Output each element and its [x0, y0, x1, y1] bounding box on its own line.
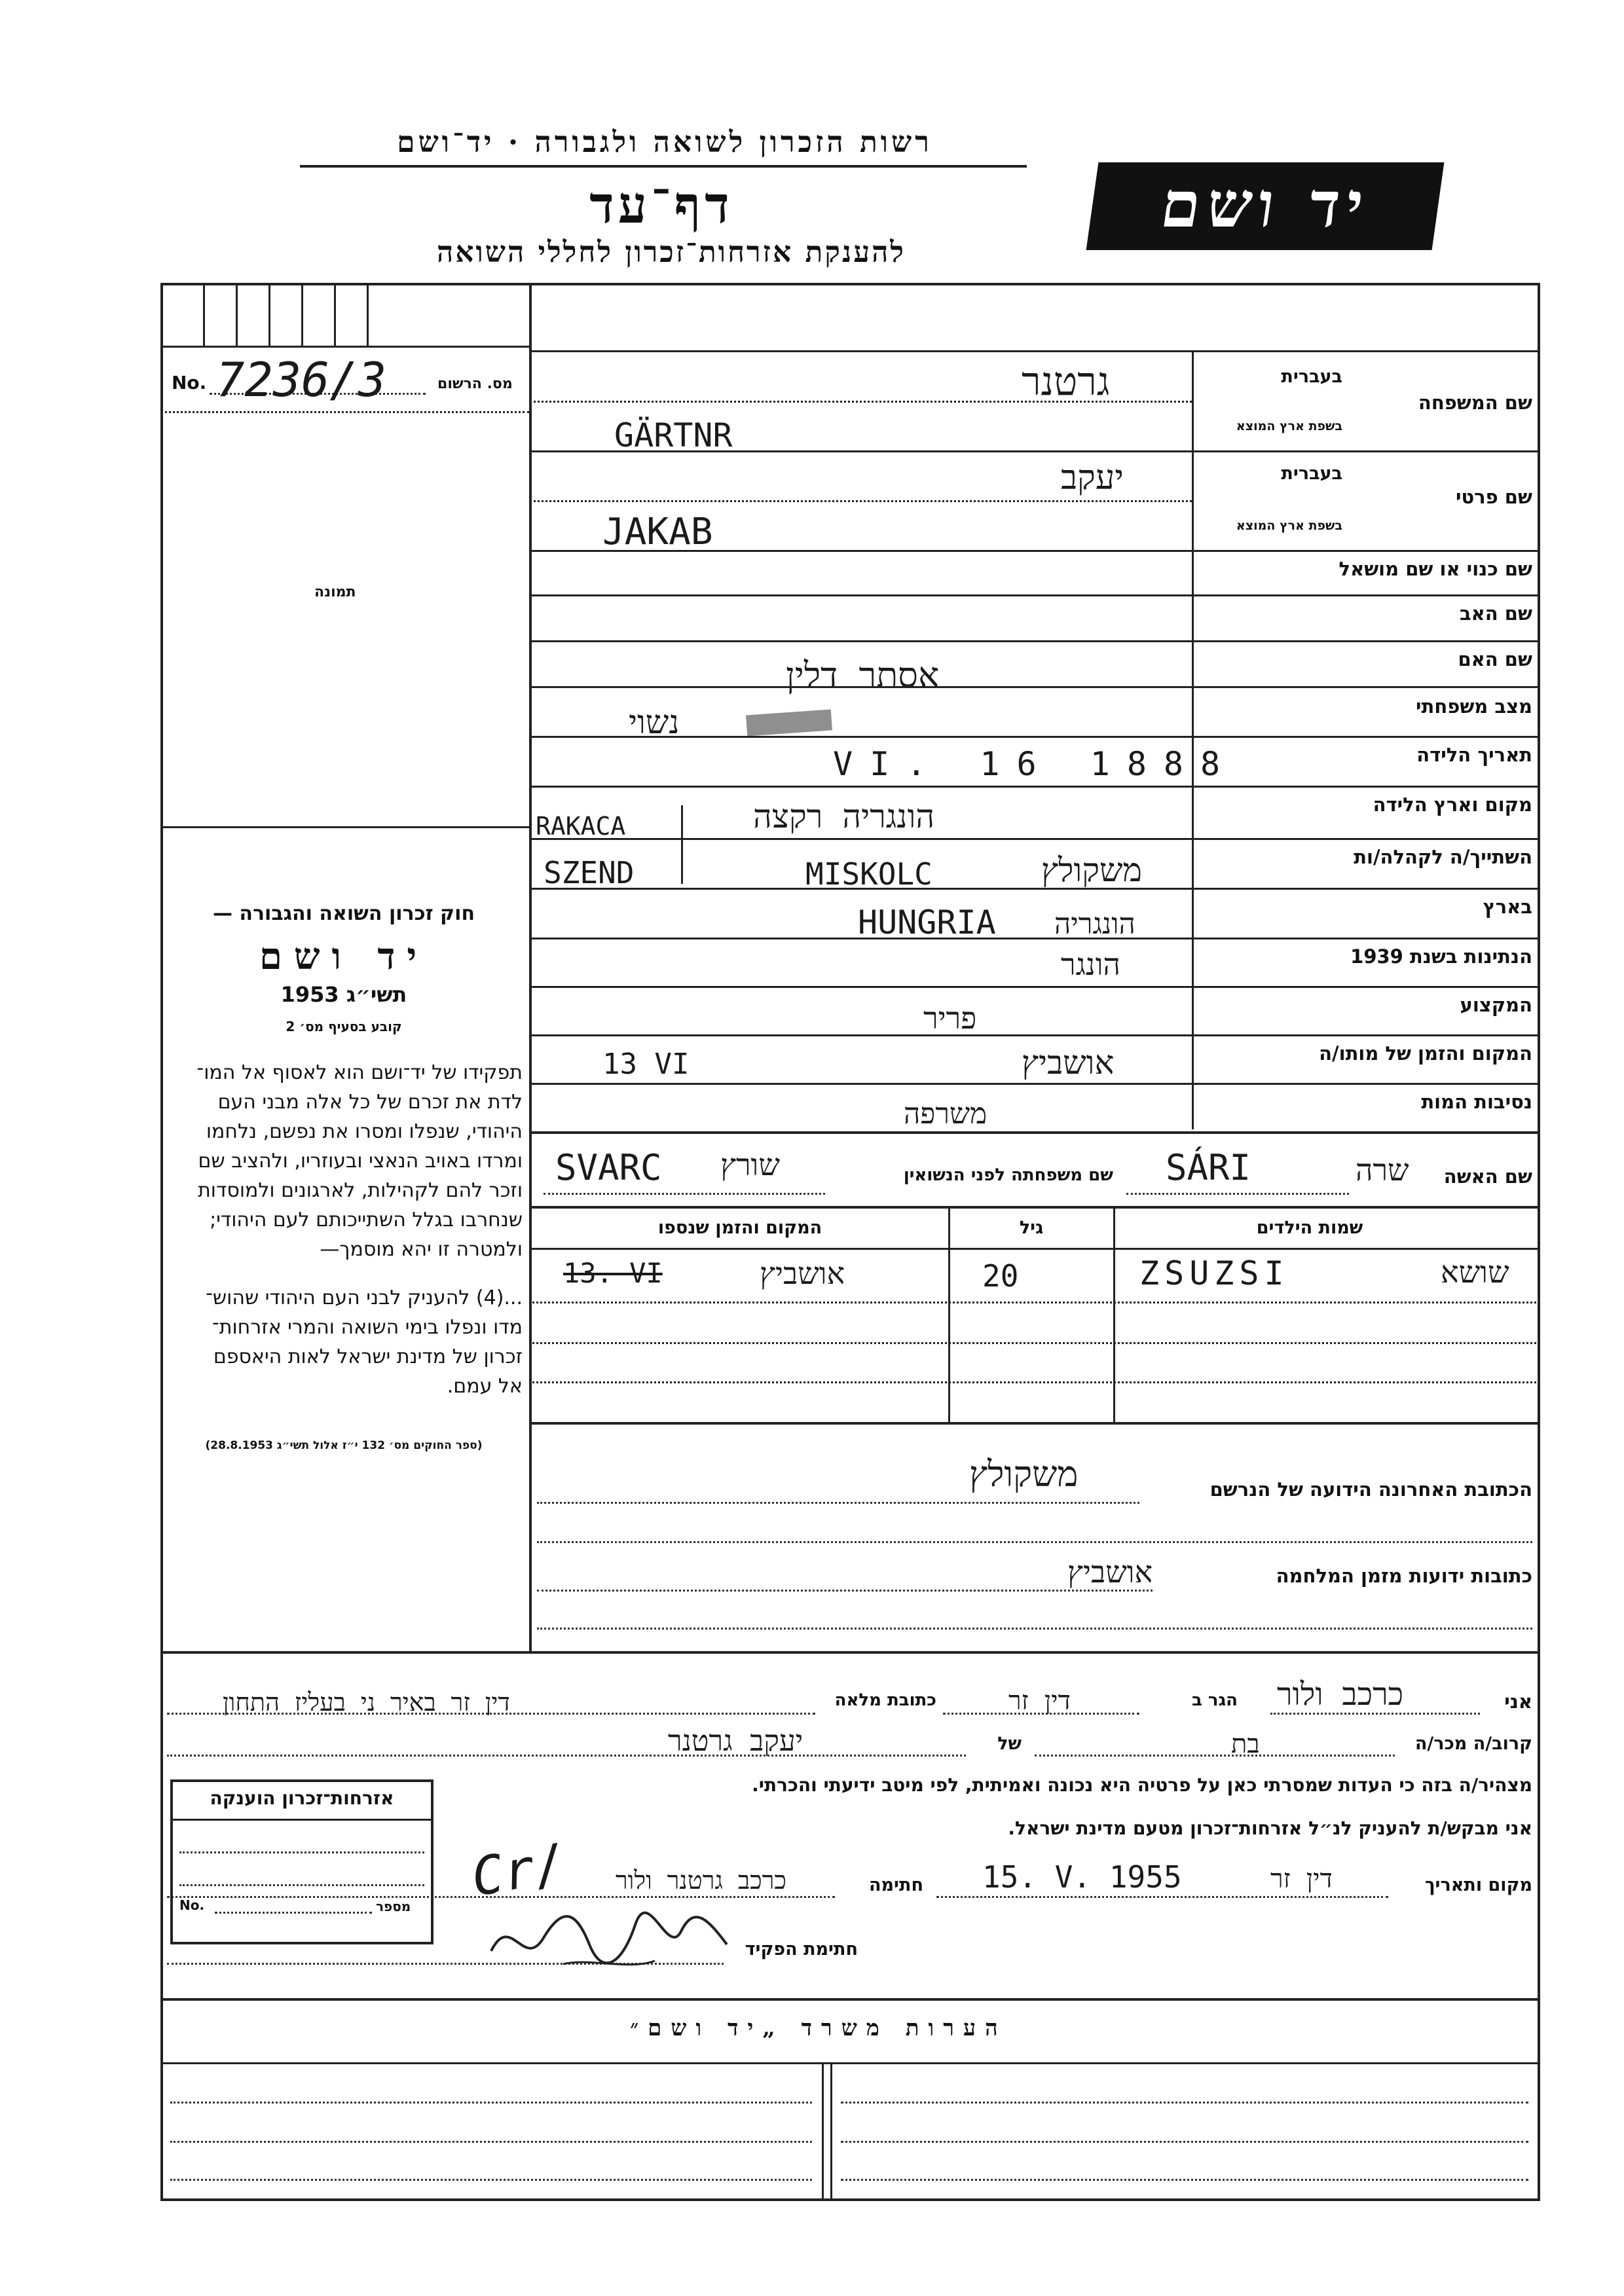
label-birth-date: תאריך הלידה — [1416, 744, 1532, 766]
label-age: גיל — [1019, 1218, 1044, 1238]
label-citizenship: הנתינות בשנת 1939 — [1350, 945, 1532, 968]
decl-relative: קרוב/ה מכר/ה — [1414, 1734, 1532, 1754]
photo-label: תמונה — [314, 584, 356, 600]
law-line: ומרדו באויב הנאצי ובעוזריו, ולהציב שם — [198, 1150, 523, 1173]
label-death-place-time: המקום והזמן של מותו/ה — [1319, 1042, 1532, 1065]
value-citizenship: הונגר — [1061, 947, 1120, 982]
yad-vashem-logo — [1086, 162, 1445, 250]
value-child-heb: שושא — [1441, 1254, 1509, 1290]
law-line: זכרון של מדינת ישראל לאות היאספם — [213, 1345, 523, 1368]
value-family-orig: GÄRTNR — [614, 416, 733, 454]
decl-i: אני — [1504, 1690, 1532, 1713]
decl-full-address: כתובת מלאה — [834, 1690, 936, 1710]
value-maiden-heb: שורץ — [720, 1147, 780, 1182]
form-subtitle: להענקת אזרחות־זכרון לחללי השואה — [436, 236, 906, 269]
value-country-latin: HUNGRIA — [858, 903, 996, 941]
value-mother: אסתר דלין — [786, 655, 940, 696]
law-line: וזכר להם לקהילות, לארגונים ולמוסדות — [198, 1179, 523, 1202]
decl-city: דין זר — [1008, 1686, 1071, 1716]
law-line: תפקידו של יד־ושם הוא לאסוף אל המו־ — [196, 1061, 523, 1084]
law-line: לדת את זכרם של כל אלה מבני העם — [217, 1091, 523, 1114]
label-origin-lang-1: בשפת ארץ המוצא — [1236, 419, 1342, 433]
label-nickname: שם כנוי או שם מושאל — [1338, 558, 1532, 580]
decl-request: אני מבקש/ת להעניק לנ״ל אזרחות־זכרון מטעם מדינת ישראל. — [1008, 1817, 1532, 1839]
stamp-title: אזרחות־זכרון הוענקה — [210, 1787, 394, 1809]
decl-of: של — [997, 1734, 1022, 1754]
law-note: קובע בסעיף מס׳ 2 — [286, 1019, 402, 1034]
decl-place-date: מקום ותאריך — [1424, 1875, 1532, 1895]
value-community-heb: משקולץ — [1041, 851, 1143, 889]
value-birth-place-heb: הונגריה רקצה — [753, 797, 935, 835]
value-first-heb: יעקב — [1061, 458, 1124, 498]
value-birth-place-latin: RAKACA — [536, 812, 626, 841]
decl-relation: בת — [1231, 1729, 1260, 1759]
label-place-time-perished: המקום והזמן שנספו — [657, 1218, 822, 1238]
law-line: היהודי, שנפלו ומסרו את נפשם, נלחמו — [206, 1120, 523, 1143]
decl-date: 15. V. 1955 — [982, 1859, 1182, 1895]
value-first-orig: JAKAB — [602, 511, 713, 553]
label-maiden: שם משפחתה לפני הנשואין — [903, 1165, 1113, 1185]
label-marital: מצב משפחתי — [1415, 695, 1532, 718]
decl-statement: מצהיר/ה בזה כי העדות שמסרתי כאן על פרטיה היא נכונה ואמיתית, לפי מיטב ידיעתי והכרתי. — [752, 1774, 1532, 1796]
label-family-name: שם המשפחה — [1418, 392, 1532, 414]
law-citation: (ספר החוקים מס׳ 132 י״ז אלול תשי״ג 28.8.1953) — [205, 1439, 483, 1452]
value-country-heb: הונגריה — [1054, 907, 1135, 941]
registration-heb-label: מס. הרשום — [437, 376, 513, 392]
value-wife-heb: שרה — [1356, 1152, 1409, 1188]
law-year: תשי״ג 1953 — [280, 982, 407, 1007]
value-wife-latin: SÁRI — [1166, 1147, 1251, 1188]
decl-address: דין זר באיר ני בעליז התחון — [223, 1688, 510, 1717]
registration-no-label: No. — [172, 372, 207, 393]
label-hebrew-1: בעברית — [1281, 367, 1342, 387]
stamp-number-label: מספר — [376, 1899, 411, 1914]
law-name: יד ושם — [259, 935, 429, 978]
decl-signed-name: כרכב גרטנר ולור — [616, 1866, 786, 1895]
value-death-place: אושביץ — [1022, 1044, 1115, 1082]
law-paragraph-2 — [162, 1283, 523, 1401]
officer-signature-scrawl — [485, 1899, 733, 1977]
law-line: ...(4) להעניק לבני העם היהודי שהוש־ — [206, 1286, 523, 1309]
label-death-circumstances: נסיבות המות — [1421, 1091, 1532, 1113]
form-title: דף־עד — [589, 175, 733, 235]
decl-officer-signature: חתימת הפקיד — [745, 1939, 858, 1959]
law-line: ולמטרה זו יהא מוסמך— — [320, 1238, 523, 1261]
label-hebrew-2: בעברית — [1281, 464, 1342, 484]
decl-place-date-value: דין זר — [1270, 1864, 1333, 1894]
label-wife: שם האשה — [1443, 1165, 1532, 1188]
value-community-latin: SZEND — [544, 855, 635, 890]
value-child-place: אושביץ — [760, 1256, 845, 1291]
decl-declarant: כרכב ולור — [1277, 1676, 1404, 1713]
decl-signature-scrawl: Cr/ — [467, 1832, 571, 1908]
value-maiden-latin: SVARC — [555, 1147, 662, 1188]
law-line: אל עמם. — [447, 1375, 523, 1398]
value-child-latin: ZSUZSI — [1139, 1254, 1289, 1292]
decl-resides-in: הגר ב — [1191, 1690, 1238, 1710]
label-mother: שם האם — [1458, 648, 1532, 670]
law-title: חוק זכרון השואה והגבורה — — [212, 902, 475, 925]
value-family-heb: גרטנר — [1022, 359, 1110, 405]
value-birth-date: VI. 16 1888 — [833, 745, 1238, 783]
label-father: שם האב — [1459, 602, 1532, 625]
label-war-addresses: כתובות ידועות מזמן המלחמה — [1276, 1565, 1532, 1587]
registration-number: 7236/3 — [216, 352, 387, 407]
decl-of-name: יעקב גרטנר — [668, 1724, 803, 1758]
citizenship-granted-box — [170, 1779, 434, 1944]
value-death-date: 13 VI — [602, 1048, 690, 1081]
decl-signature-label: חתימה — [868, 1875, 923, 1895]
value-community-city: MISKOLC — [805, 856, 932, 892]
stamp-no: No. — [179, 1897, 205, 1913]
value-child-age: 20 — [982, 1258, 1019, 1294]
label-first-name: שם פרטי — [1455, 486, 1532, 508]
label-origin-lang-2: בשפת ארץ המוצא — [1236, 519, 1342, 533]
label-community: השתייך/ה לקהלה/ות — [1354, 846, 1532, 868]
label-country: בארץ — [1483, 896, 1532, 918]
value-last-address: משקולץ — [969, 1453, 1079, 1495]
notes-title: הערות משרד „יד ושם״ — [630, 2015, 1007, 2041]
value-profession: פריר — [923, 1000, 977, 1036]
label-last-address: הכתובת האחרונה הידועה של הנרשם — [1209, 1478, 1532, 1501]
label-birth-place: מקום וארץ הלידה — [1373, 793, 1532, 816]
value-death-circumstances: משרפה — [904, 1097, 987, 1131]
law-paragraph-1 — [162, 1058, 523, 1264]
value-war-address: אושביץ — [1067, 1554, 1153, 1590]
value-child-date-struck: 13. VI — [563, 1257, 663, 1289]
value-marital: נשוי — [629, 703, 680, 741]
label-profession: המקצוע — [1460, 994, 1532, 1016]
law-line: שנחרבו בגלל השתייכותם לעם היהודי; — [210, 1209, 523, 1231]
label-children: שמות הילדים — [1256, 1218, 1363, 1238]
institution-name: רשות הזכרון לשואה ולגבורה · יד־ושם — [397, 126, 932, 159]
law-line: מדו ונפלו בימי השואה והמרי אזרחות־ — [212, 1316, 523, 1339]
logo-text: יד ושם — [1156, 168, 1375, 242]
